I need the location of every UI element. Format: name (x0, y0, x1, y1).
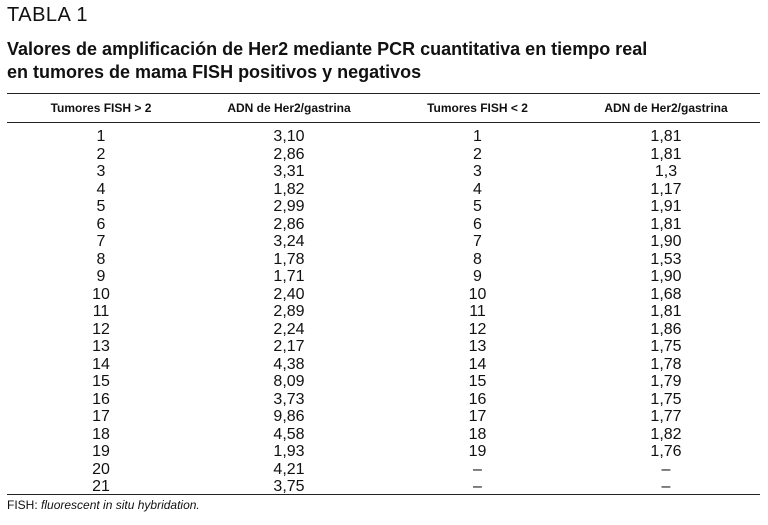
table-row (7, 338, 760, 356)
cell-fish-negative-id: 1 (473, 128, 482, 145)
table-row (7, 391, 760, 409)
cell-dna-ratio-positive: 1,93 (273, 443, 305, 460)
footnote (7, 498, 200, 512)
cell-dna-ratio-positive: 2,89 (273, 303, 305, 320)
cell-fish-positive-id: 10 (92, 285, 110, 303)
cell-dna-ratio-positive: 1,71 (273, 268, 305, 285)
cell-fish-negative-id: 19 (468, 443, 487, 460)
cell-dna-ratio-negative: 1,17 (650, 180, 682, 198)
cell-fish-negative-id: 7 (473, 233, 482, 250)
cell-fish-negative-id: 4 (473, 180, 482, 198)
cell-dna-ratio-positive: 2,17 (273, 338, 305, 355)
cell-fish-negative-id: 6 (473, 215, 482, 233)
header-dna-ratio-negative: ADN de Her2/gastrina (604, 101, 728, 115)
table-row (7, 286, 760, 304)
cell-fish-negative-id: 14 (468, 355, 487, 373)
cell-dna-ratio-positive: 3,24 (273, 233, 305, 250)
table-row (7, 426, 760, 444)
cell-fish-positive-id: 16 (92, 390, 110, 408)
table-row (7, 443, 760, 461)
table-label: TABLA 1 (7, 4, 88, 26)
table-row (7, 268, 760, 286)
cell-dna-ratio-negative: 1,75 (650, 390, 682, 408)
table-row (7, 321, 760, 339)
table-row (7, 303, 760, 321)
cell-fish-negative-id: 17 (468, 408, 487, 425)
cell-dna-ratio-negative: – (661, 478, 671, 495)
cell-dna-ratio-positive: 4,21 (273, 460, 305, 478)
cell-dna-ratio-positive: 2,40 (273, 285, 305, 303)
cell-fish-negative-id: 16 (468, 390, 487, 408)
table-row (7, 408, 760, 426)
caption-line-2: en tumores de mama FISH positivos y negativos (7, 62, 422, 82)
cell-dna-ratio-negative: 1,79 (650, 373, 682, 390)
cell-fish-negative-id: 12 (468, 320, 487, 338)
table-row (7, 216, 760, 234)
table-row (7, 373, 760, 391)
cell-fish-negative-id: 13 (468, 338, 487, 355)
cell-fish-positive-id: 15 (92, 373, 110, 390)
cell-dna-ratio-negative: 1,53 (650, 250, 682, 268)
footnote-abbr: FISH: (7, 498, 38, 512)
cell-fish-positive-id: 14 (92, 355, 110, 373)
table-row (7, 356, 760, 374)
cell-fish-positive-id: 9 (96, 268, 106, 285)
cell-dna-ratio-positive: 2,86 (273, 145, 305, 163)
cell-dna-ratio-negative: 1,77 (650, 408, 682, 425)
cell-fish-negative-id: 9 (473, 268, 482, 285)
table-row (7, 163, 760, 181)
cell-dna-ratio-positive: 4,38 (273, 355, 305, 373)
cell-fish-positive-id: 20 (92, 460, 110, 478)
cell-fish-positive-id: 8 (96, 250, 106, 268)
cell-fish-positive-id: 4 (96, 180, 106, 198)
cell-dna-ratio-negative: 1,81 (650, 145, 682, 163)
header-dna-ratio-positive: ADN de Her2/gastrina (227, 101, 351, 115)
cell-dna-ratio-positive: 9,86 (273, 408, 305, 425)
cell-fish-positive-id: 12 (92, 320, 110, 338)
cell-dna-ratio-positive: 3,73 (273, 390, 305, 408)
cell-dna-ratio-positive: 2,86 (273, 215, 305, 233)
table-row (7, 181, 760, 199)
cell-dna-ratio-negative: 1,81 (650, 215, 682, 233)
cell-dna-ratio-positive: 1,82 (273, 180, 305, 198)
cell-dna-ratio-negative: 1,78 (650, 355, 682, 373)
cell-fish-positive-id: 13 (92, 338, 110, 355)
cell-dna-ratio-positive: 3,10 (273, 128, 305, 145)
cell-dna-ratio-positive: 2,99 (273, 198, 305, 215)
cell-dna-ratio-negative: 1,68 (650, 285, 682, 303)
cell-fish-negative-id: – (473, 478, 482, 495)
cell-fish-positive-id: 2 (96, 145, 106, 163)
cell-fish-negative-id: 8 (473, 250, 482, 268)
footnote-text: fluorescent in situ hybridation. (41, 498, 200, 512)
cell-fish-negative-id: 15 (468, 373, 487, 390)
cell-fish-positive-id: 6 (96, 215, 106, 233)
cell-dna-ratio-negative: 1,90 (650, 268, 682, 285)
cell-fish-negative-id: 11 (469, 303, 486, 320)
cell-fish-negative-id: 10 (468, 285, 487, 303)
table-row (7, 461, 760, 479)
cell-fish-positive-id: 18 (92, 425, 110, 443)
cell-fish-positive-id: 11 (92, 303, 110, 320)
cell-fish-positive-id: 19 (92, 443, 110, 460)
cell-fish-positive-id: 21 (92, 478, 110, 495)
cell-fish-positive-id: 5 (96, 198, 106, 215)
table-row (7, 233, 760, 251)
table-caption (7, 38, 747, 84)
cell-dna-ratio-negative: 1,90 (650, 233, 682, 250)
cell-dna-ratio-positive: 3,75 (273, 478, 305, 495)
header-fish-positive: Tumores FISH > 2 (50, 101, 152, 115)
cell-dna-ratio-negative: 1,75 (650, 338, 682, 355)
cell-fish-positive-id: 17 (92, 408, 110, 425)
cell-dna-ratio-negative: 1,76 (650, 443, 682, 460)
cell-dna-ratio-positive: 8,09 (273, 373, 305, 390)
table-body (7, 128, 760, 496)
table-row (7, 128, 760, 146)
cell-fish-positive-id: 7 (96, 233, 106, 250)
cell-fish-negative-id: 3 (473, 163, 482, 180)
cell-dna-ratio-negative: 1,82 (650, 425, 682, 443)
table-row (7, 198, 760, 216)
table-header-row (7, 94, 760, 123)
cell-dna-ratio-positive: 4,58 (273, 425, 305, 443)
data-table (7, 93, 760, 495)
cell-fish-positive-id: 1 (96, 128, 106, 145)
table-row (7, 146, 760, 164)
cell-dna-ratio-negative: 1,81 (650, 303, 682, 320)
cell-fish-negative-id: 5 (473, 198, 482, 215)
cell-dna-ratio-positive: 2,24 (273, 320, 305, 338)
cell-dna-ratio-negative: – (661, 460, 671, 478)
cell-dna-ratio-positive: 1,78 (273, 250, 305, 268)
cell-fish-positive-id: 3 (96, 163, 106, 180)
cell-fish-negative-id: 18 (468, 425, 487, 443)
cell-dna-ratio-negative: 1,91 (650, 198, 682, 215)
caption-line-1: Valores de amplificación de Her2 mediante PCR cuantitativa en tiempo real (7, 39, 648, 59)
cell-fish-negative-id: 2 (473, 145, 482, 163)
table-row (7, 251, 760, 269)
cell-dna-ratio-negative: 1,86 (650, 320, 682, 338)
cell-dna-ratio-positive: 3,31 (273, 163, 305, 180)
cell-dna-ratio-negative: 1,81 (650, 128, 682, 145)
cell-dna-ratio-negative: 1,3 (654, 163, 678, 180)
cell-fish-negative-id: – (473, 460, 482, 478)
header-fish-negative: Tumores FISH < 2 (427, 101, 528, 115)
table-row (7, 478, 760, 496)
